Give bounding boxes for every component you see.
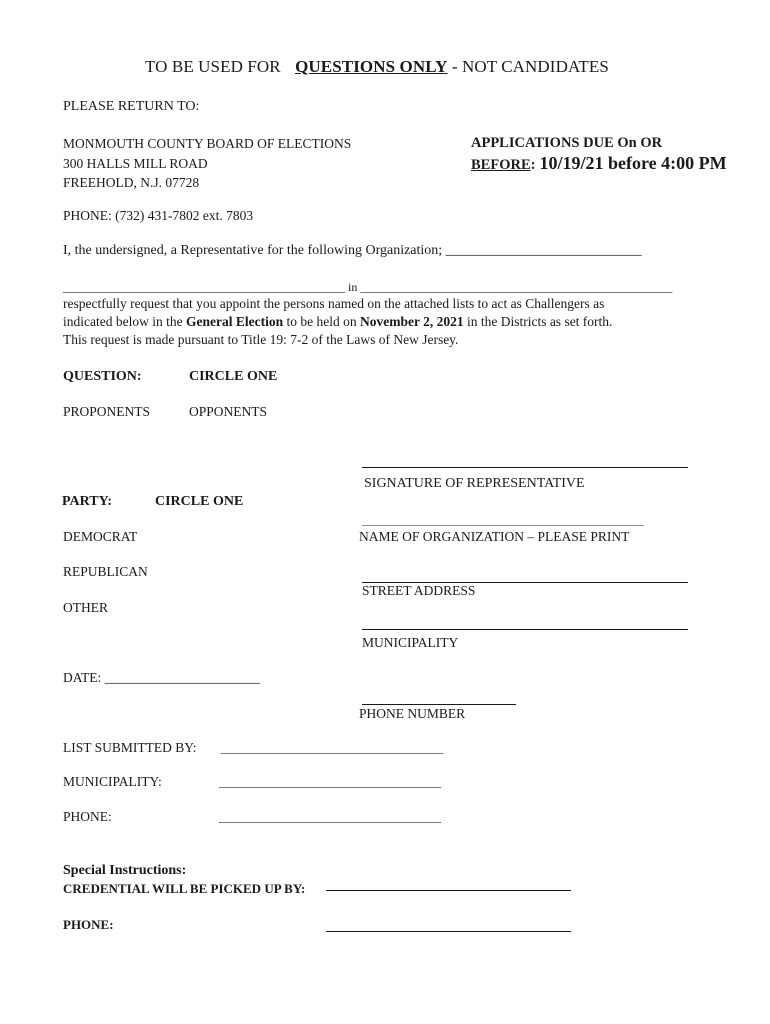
return-to-label: PLEASE RETURN TO: <box>63 99 200 114</box>
party-label: PARTY: <box>62 494 113 509</box>
deadline-colon: : <box>530 157 536 173</box>
line4-e: in the Districts as set forth. <box>463 314 613 329</box>
list-submitted-by-field[interactable]: _____________________________________ <box>221 741 443 755</box>
title-prefix: TO BE USED FOR <box>145 57 281 76</box>
question-circle-label: CIRCLE ONE <box>189 369 278 384</box>
election-name: General Election <box>185 314 284 329</box>
party-circle-label: CIRCLE ONE <box>155 494 244 509</box>
line4-a: indicated below in the <box>63 314 186 329</box>
form-title <box>145 57 609 77</box>
signature-label: SIGNATURE OF REPRESENTATIVE <box>364 476 585 491</box>
credential-pickup-line[interactable] <box>326 890 571 891</box>
date-field[interactable]: DATE: _______________________ <box>63 670 260 685</box>
signature-line[interactable] <box>362 467 688 468</box>
submission-municipality-label: MUNICIPALITY: <box>63 774 162 789</box>
declaration-line1: I, the undersigned, a Representative for the following Organization; ____________________________ <box>63 243 642 258</box>
special-phone-label: PHONE: <box>63 917 114 932</box>
return-org: MONMOUTH COUNTY BOARD OF ELECTIONS <box>63 136 352 151</box>
deadline-before: BEFORE <box>471 157 531 173</box>
phone-number-label: PHONE NUMBER <box>359 706 466 721</box>
title-emphasis: QUESTIONS ONLY <box>295 57 448 76</box>
line4-c: to be held on <box>283 314 360 329</box>
board-phone: PHONE: (732) 431-7802 ext. 7803 <box>63 208 254 223</box>
list-submitted-by-label: LIST SUBMITTED BY: <box>63 740 197 755</box>
election-date: November 2, 2021 <box>359 314 464 329</box>
deadline-date: 10/19/21 before 4:00 PM <box>539 153 727 173</box>
title-suffix: - NOT CANDIDATES <box>451 57 609 76</box>
question-label: QUESTION: <box>63 369 142 384</box>
deadline-line2 <box>471 153 727 174</box>
declaration-line2: _______________________________________________ in ____________________________________________________ <box>63 280 673 294</box>
credential-pickup-label: CREDENTIAL WILL BE PICKED UP BY: <box>63 881 306 896</box>
declaration-line5: This request is made pursuant to Title 19: 7-2 of the Laws of New Jersey. <box>63 332 459 347</box>
special-phone-line[interactable] <box>326 931 571 932</box>
submission-phone-label: PHONE: <box>63 809 112 824</box>
org-name-label: NAME OF ORGANIZATION – PLEASE PRINT <box>359 529 630 544</box>
question-option-opponents[interactable]: OPPONENTS <box>189 404 268 419</box>
declaration-line3: respectfully request that you appoint the persons named on the attached lists to act as Challengers as <box>63 296 605 311</box>
return-street: 300 HALLS MILL ROAD <box>63 156 208 171</box>
municipality-label: MUNICIPALITY <box>362 635 459 650</box>
party-option-democrat[interactable]: DEMOCRAT <box>63 529 138 544</box>
submission-municipality-field[interactable]: _____________________________________ <box>219 775 441 789</box>
special-instructions-heading: Special Instructions: <box>63 863 187 878</box>
deadline-line1: APPLICATIONS DUE On OR <box>471 135 663 151</box>
declaration-paragraph <box>63 295 703 349</box>
declaration-line4 <box>63 313 703 331</box>
phone-number-line[interactable] <box>362 704 516 705</box>
municipality-line[interactable] <box>362 629 688 630</box>
street-address-label: STREET ADDRESS <box>362 583 476 598</box>
question-option-proponents[interactable]: PROPONENTS <box>63 404 151 419</box>
submission-phone-field[interactable]: _____________________________________ <box>219 810 441 824</box>
org-name-blank[interactable]: _______________________________________________ <box>362 513 644 527</box>
party-option-other[interactable]: OTHER <box>63 600 108 615</box>
return-city: FREEHOLD, N.J. 07728 <box>63 175 200 190</box>
party-option-republican[interactable]: REPUBLICAN <box>63 564 148 579</box>
